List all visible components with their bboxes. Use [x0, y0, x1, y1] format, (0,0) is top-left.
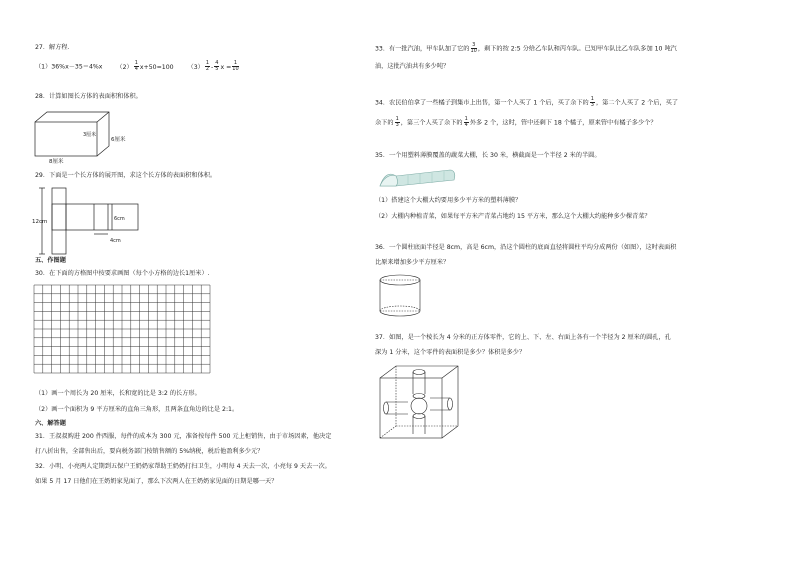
net-inner-label: 6cm: [114, 216, 125, 222]
cuboid-figure: [33, 108, 126, 165]
q37-line1: 37．如图，是一个棱长为 4 分米的正方体零件，它的上、下、左、右面上各有一个半径为 2 厘米的圆孔，孔: [375, 334, 671, 341]
net-height-label: 12cm: [32, 219, 48, 225]
q37-line2: 深为 1 分米，这个零件的表面积是多少？体积是多少？: [375, 349, 526, 356]
cuboid-height-label: 6厘米: [111, 137, 126, 143]
q33-line1: 33．有一批汽油，甲车队加了它的 $\frac{3}{10}$ ，剩下的按 2:5 分给乙车队和丙车队。已知甲车队比乙车队多加 10 吨汽: [375, 42, 677, 54]
q30-title: 30．在下面的方格图中按要求画图（每个小方格的边长1厘米）.: [35, 270, 210, 277]
q32-line1: 32．小明、小亮两人定期到五保户王奶奶家帮助王奶奶打扫卫生，小明每 4 天去一次，小亮每 9 天去一次。: [35, 463, 331, 470]
net-bottom-label: 4cm: [110, 238, 121, 244]
q31-line1: 31．王叔叔购进 200 件西服，每件的成本为 300 元，准备按每件 500 元上柜销售，由于市场因素，他决定: [35, 433, 332, 440]
q32-line2: 如果 5 月 17 日他们在王奶奶家见面了，那么下次两人在王奶奶家见面的日期是哪一天？: [35, 478, 278, 485]
section-five-heading: 五、作图题: [35, 257, 66, 264]
q27-equations: [35, 61, 240, 72]
q34-line1: 34．农民伯伯拿了一些橘子到集市上出售，第一个人买了 1 个后，买了余下的 $\frac{1}{3}$ ，第二个人买了 2 个后，买了: [375, 96, 679, 108]
q27-eq2: （2） $\frac{1}{4}$ x+50=100: [116, 60, 174, 72]
q36-line2: 比原来增加多少平方厘米？: [375, 259, 450, 266]
q35-sub1: （1）搭建这个大棚大约要用多少平方米的塑料薄膜？: [375, 197, 522, 204]
q27-eq3: （3） $\frac{1}{2}$ - $\frac{4}{5}$ x = $\frac{1}{10}$: [187, 60, 239, 72]
q29-title: 29．下面是一个长方体的展开图，求这个长方体的表面积和体积。: [35, 172, 217, 179]
greenhouse-figure: [378, 166, 458, 190]
q35-sub2: （2）大棚内种植青菜，如果每平方米产青菜占地约 15 平方米，那么这个大棚大约能种多少棵青菜？: [375, 213, 651, 220]
cube-with-holes-figure: [378, 364, 464, 440]
square-grid: [34, 285, 212, 374]
q31-line2: 打八折出售，全部售出后，要向税务部门按销售额的 5%纳税，税后他盈利多少元？: [35, 448, 264, 455]
cuboid-length-label: 8厘米: [49, 159, 64, 165]
net-figure: [32, 186, 152, 256]
cuboid-width-label: 3厘米: [83, 132, 97, 138]
q34-line2: 余下的 $\frac{1}{3}$ ，第三个人买了余下的 $\frac{1}{4}$ 外多 2 个，这时，管中还剩下 18 个橘子，原来管中有橘子多少个？: [375, 116, 657, 128]
cylinder-figure: [375, 273, 427, 319]
q33-line2: 油，这批汽油共有多少吨？: [375, 63, 450, 70]
section-six-heading: 六、解答题: [35, 420, 66, 427]
q30-sub1: （1）画一个周长为 20 厘米，长和宽的比是 3:2 的长方形。: [35, 390, 201, 397]
q36-line1: 36．一个圆柱底面半径是 8cm，高是 6cm，沿这个圆柱的底面直径将圆柱平均分成两份（如图），这时表面积: [375, 244, 677, 251]
q27-title: 27．解方程．: [35, 44, 74, 51]
q27-eq1: （1）36%x－35＝4%x: [35, 63, 103, 71]
q35-title: 35．一个用塑料薄膜覆盖的蔬菜大棚，长 30 米，横截面是一个半径 2 米的半圆。: [375, 152, 601, 159]
q28-title: 28．计算如图长方体的表面积和体积。: [35, 93, 142, 100]
q30-sub2: （2）画一个面积为 9 平方厘米的直角三角形，且两条直角边的比是 2:1。: [35, 406, 239, 413]
